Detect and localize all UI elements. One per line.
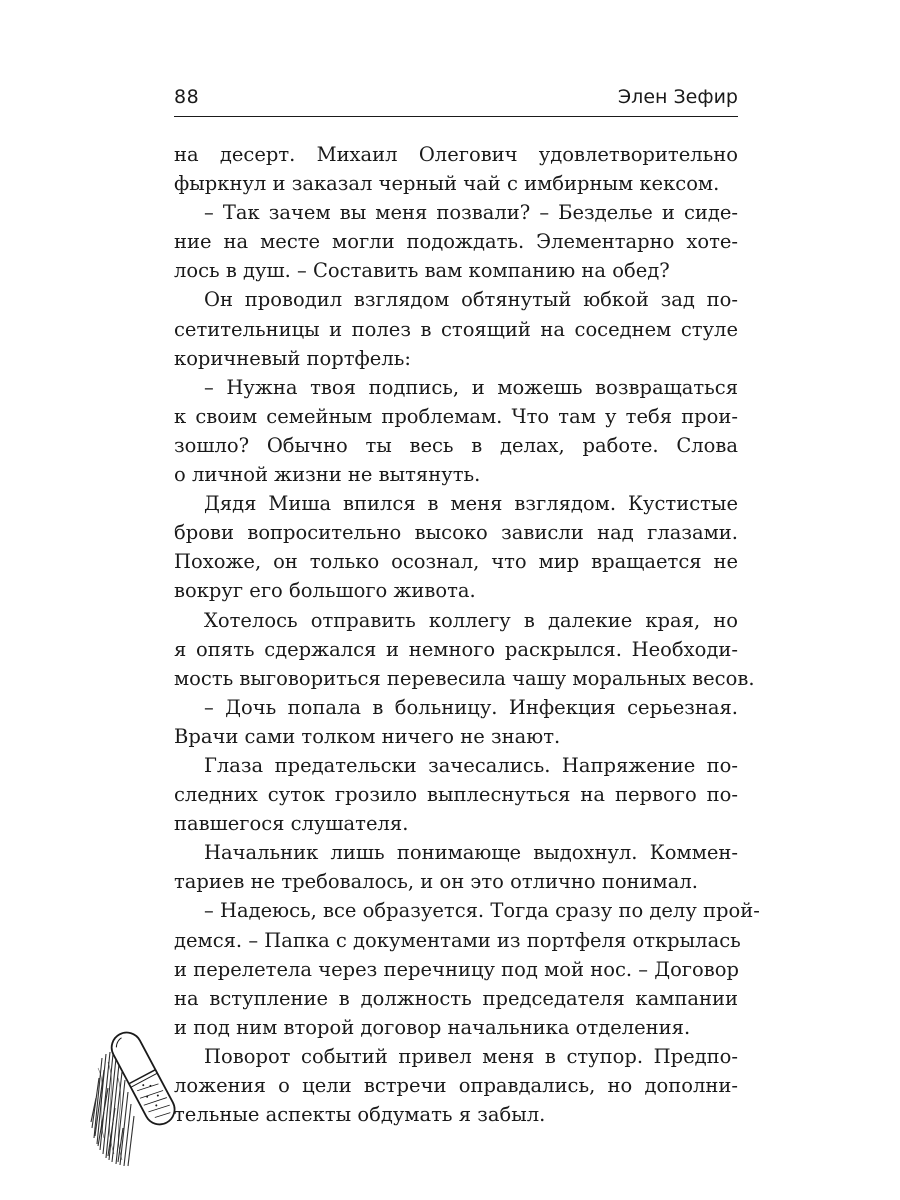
text-line: к своим семейным проблемам. Что там у тебя прои- <box>174 404 738 428</box>
text-line: тариев не требовалось, и он это отлично понимал. <box>174 870 698 894</box>
text-line: Он проводил взглядом обтянутый юбкой зад по- <box>204 288 738 312</box>
pill-capsule-sketch-icon <box>88 1018 184 1168</box>
text-line: демся. – Папка с документами из портфеля открылась <box>174 928 741 952</box>
text-line: мость выговориться перевесила чашу моральных весов. <box>174 666 755 690</box>
text-line: ние на месте могли подождать. Элементарно хоте- <box>174 230 738 254</box>
text-line: – Дочь попала в больницу. Инфекция серьезная. <box>204 695 738 719</box>
text-line: фыркнул и заказал черный чай с имбирным кексом. <box>174 172 720 196</box>
text-line: брови вопросительно высоко зависли над глазами. <box>174 521 738 545</box>
text-line: на вступление в должность председателя кампании <box>174 986 738 1010</box>
text-line: Поворот событий привел меня в ступор. Предпо- <box>204 1044 738 1068</box>
text-line: следних суток грозило выплеснуться на первого по- <box>174 783 738 807</box>
text-line: и перелетела через перечницу под мой нос. – Договор <box>174 957 739 981</box>
text-line: лось в душ. – Составить вам компанию на обед? <box>174 259 670 283</box>
text-line: и под ним второй договор начальника отделения. <box>174 1015 691 1039</box>
running-header <box>174 84 738 117</box>
text-line: – Так зачем вы меня позвали? – Безделье и сиде- <box>204 201 738 225</box>
text-line: вокруг его большого живота. <box>174 579 476 603</box>
text-line: Начальник лишь понимающе выдохнул. Коммен- <box>204 841 738 865</box>
text-line: – Надеюсь, все образуется. Тогда сразу по делу прой- <box>204 899 760 923</box>
text-line: я опять сдержался и немного раскрылся. Необходи- <box>174 637 738 661</box>
text-line: Врачи сами толком ничего не знают. <box>174 724 561 748</box>
text-line: коричневый портфель: <box>174 346 411 370</box>
text-line: тельные аспекты обдумать я забыл. <box>174 1103 546 1127</box>
body-text <box>174 140 760 1129</box>
text-line: сетительницы и полез в стоящий на соседнем стуле <box>174 317 738 341</box>
text-line: ложения о цели встречи оправдались, но дополни- <box>174 1074 738 1097</box>
text-line: на десерт. Михаил Олегович удовлетворительно <box>174 143 738 166</box>
text-line: – Нужна твоя подпись, и можешь возвращаться <box>204 375 738 399</box>
text-line: о личной жизни не вытянуть. <box>174 463 481 487</box>
text-line: зошло? Обычно ты весь в делах, работе. Слова <box>174 433 738 457</box>
text-line: Похоже, он только осознал, что мир вращается не <box>174 550 738 574</box>
text-line: Глаза предательски зачесались. Напряжение по- <box>204 753 738 777</box>
text-line: Дядя Миша впился в меня взглядом. Кустистые <box>204 492 738 516</box>
text-line: Хотелось отправить коллегу в далекие края, но <box>204 608 738 632</box>
text-line: павшегося слушателя. <box>174 812 409 836</box>
page-number: 88 <box>174 86 200 108</box>
author-name: Элен Зефир <box>617 86 738 108</box>
